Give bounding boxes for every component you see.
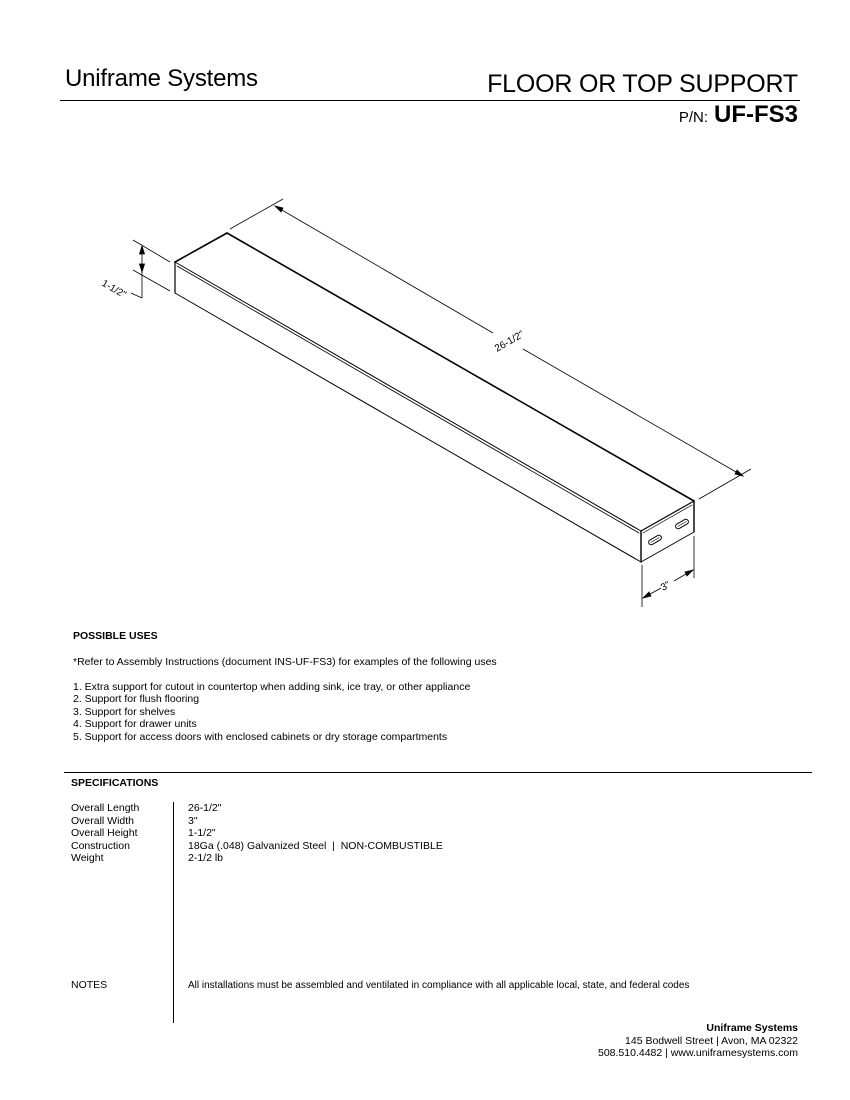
- length-dimension-label: 26-1/2": [493, 329, 527, 355]
- spec-value-width: 3": [188, 814, 198, 827]
- footer-contact: 508.510.4482 | www.uniframesystems.com: [598, 1047, 798, 1059]
- spec-value-construction: 18Ga (.048) Galvanized Steel | NON-COMBUSTIBLE: [188, 839, 443, 852]
- spec-label-construction: Construction: [71, 839, 130, 852]
- notes-text: All installations must be assembled and ventilated in compliance with all applicable local, state, and federal codes: [188, 980, 690, 991]
- part-number-value: UF-FS3: [714, 101, 798, 128]
- spec-value-length: 26-1/2": [188, 802, 222, 814]
- list-item: 3. Support for shelves: [73, 705, 176, 718]
- notes-label: NOTES: [71, 979, 108, 991]
- footer-address: 145 Bodwell Street | Avon, MA 02322: [625, 1034, 798, 1047]
- height-dimension: [131, 240, 170, 298]
- part-number-label: P/N:: [678, 109, 708, 126]
- footer: [598, 1022, 798, 1060]
- list-item: 1. Extra support for cutout in countertop when adding sink, ice tray, or other appliance: [73, 681, 471, 693]
- list-item: 5. Support for access doors with enclosed cabinets or dry storage compartments: [73, 730, 448, 743]
- length-dimension: [230, 199, 751, 499]
- specifications-divider: [64, 772, 812, 773]
- spec-values: [188, 802, 443, 865]
- document-title: FLOOR OR TOP SUPPORT: [487, 70, 798, 98]
- width-dimension-label: 3": [659, 579, 673, 594]
- spec-labels: [71, 802, 139, 865]
- possible-uses-heading: POSSIBLE USES: [73, 630, 158, 642]
- footer-company: Uniframe Systems: [706, 1022, 798, 1034]
- possible-uses-note: *Refer to Assembly Instructions (document INS-UF-FS3) for examples of the following uses: [73, 656, 497, 668]
- end-slots: [648, 518, 690, 545]
- spec-value-weight: 2-1/2 lb: [188, 852, 224, 864]
- spec-label-width: Overall Width: [71, 814, 135, 827]
- height-dimension-label: 1-1/2": [99, 278, 128, 301]
- spec-label-weight: Weight: [71, 852, 104, 864]
- spec-label-length: Overall Length: [71, 802, 140, 814]
- possible-uses-list: [73, 681, 470, 743]
- list-item: 2. Support for flush flooring: [73, 693, 200, 706]
- spec-label-height: Overall Height: [71, 827, 138, 839]
- company-title: Uniframe Systems: [65, 65, 258, 92]
- spec-value-height: 1-1/2": [188, 827, 216, 839]
- list-item: 4. Support for drawer units: [73, 718, 197, 731]
- spec-column-divider: [173, 802, 174, 1023]
- specifications-heading: SPECIFICATIONS: [71, 777, 159, 789]
